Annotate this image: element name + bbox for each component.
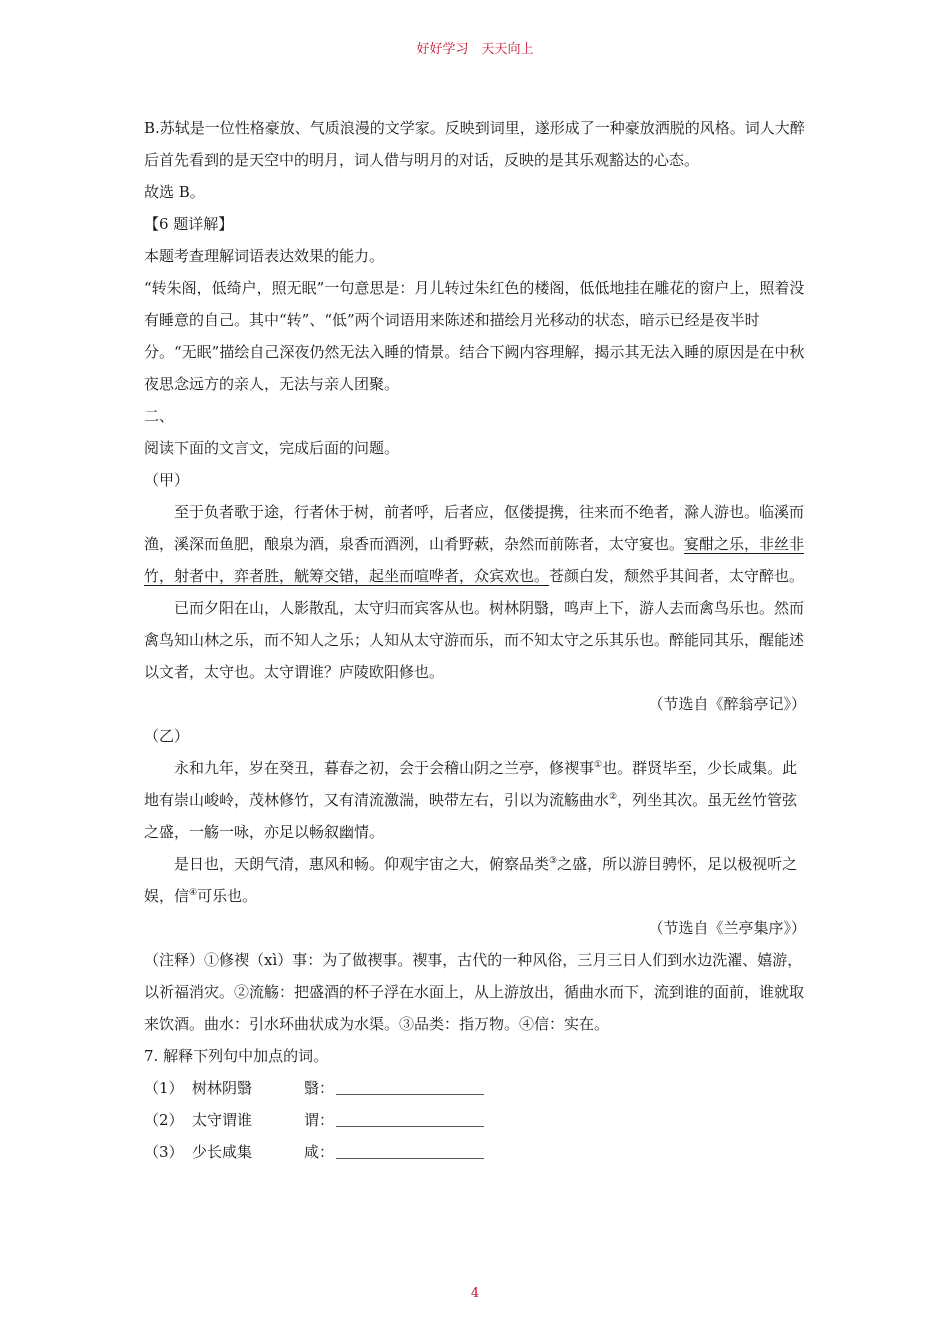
yi-p2-part-a: 是日也，天朗气清，惠风和畅。仰观宇宙之大，俯察品类 (174, 855, 550, 873)
yi-p1-part-a: 永和九年，岁在癸丑，暮春之初，会于会稽山阴之兰亭，修禊事 (174, 759, 595, 777)
page-header-slogan: 好好学习 天天向上 (416, 42, 534, 57)
section2-heading: 二、 (144, 407, 175, 425)
passage-yi-paragraph-1 (144, 752, 810, 848)
answer-b-conclusion: 故选 B。 (144, 183, 205, 201)
page-number: 4 (470, 1286, 480, 1301)
jia-p1-post: 苍颜白发，颓然乎其间者，太守醉也。 (549, 567, 805, 585)
answer-blank-3[interactable] (336, 1140, 484, 1159)
note-marker-2: ② (609, 792, 618, 802)
yi-p1-part-c: ，列坐其次。虽无丝竹管弦之盛，一觞一咏，亦足以畅叙幽情。 (144, 791, 798, 841)
passage-yi-source: （节选自《兰亭集序》） (648, 919, 806, 937)
question7-stem: 7. 解释下列句中加点的词。 (144, 1047, 329, 1065)
yi-p2-part-c: 可乐也。 (197, 887, 258, 905)
answer-blank-1[interactable] (336, 1076, 484, 1095)
note-marker-1: ① (594, 760, 603, 770)
yi-p1-part-b: 也。群贤毕至，少长咸集。此地有崇山峻岭，茂林修竹，又有清流激湍，映带左右，引以为流觞曲水 (144, 759, 798, 809)
jia-p1-pre: 至于负者歌于途，行者休于树，前者呼，后者应，伛偻提携，往来而不绝者，滁人游也。临溪而渔，溪深而鱼肥，酿泉为酒，泉香而酒洌，山肴野蔌，杂然而前陈者，太守宴也。 (144, 503, 805, 553)
item-number: （1） (144, 1079, 184, 1097)
passage-jia-label: （甲） (144, 471, 190, 489)
jia-p1-underlined-sentence: 宴酣之乐，非丝非竹，射者中，弈者胜，觥筹交错，起坐而喧哗者，众宾欢也。 (144, 535, 805, 585)
document-body (144, 112, 810, 1168)
section2-instruction: 阅读下面的文言文，完成后面的问题。 (144, 439, 400, 457)
item-word: 翳： (304, 1079, 335, 1097)
q6-intro: 本题考查理解词语表达效果的能力。 (144, 247, 385, 265)
item-number: （2） (144, 1111, 184, 1129)
q6-heading: 【6 题详解】 (144, 215, 234, 233)
q6-body: “转朱阁，低绮户，照无眠”一句意思是：月儿转过朱红色的楼阁，低低地挂在雕花的窗户上，照着没有睡意的自己。其中“转”、“低”两个词语用来陈述和描绘月光移动的状态，暗示已经是夜半时分。“无眠”描绘自己深夜仍然无法入睡的情景。结合下阙内容理解，揭示其无法入睡的原因是在中秋夜思念远方的亲人，无法与亲人团聚。 (144, 279, 805, 393)
passage-jia-paragraph-2: 已而夕阳在山，人影散乱，太守归而宾客从也。树林阴翳，鸣声上下，游人去而禽鸟乐也。然而禽鸟知山林之乐，而不知人之乐；人知从太守游而乐，而不知太守之乐其乐也。醉能同其乐，醒能述以文者，太守也。太守谓谁？庐陵欧阳修也。 (144, 599, 805, 681)
item-word: 谓： (304, 1111, 335, 1129)
answer-b-explanation: B.苏轼是一位性格豪放、气质浪漫的文学家。反映到词里，遂形成了一种豪放洒脱的风格。词人大醉后首先看到的是天空中的明月，词人借与明月的对话，反映的是其乐观豁达的心态。 (144, 119, 805, 169)
question7-item-2 (144, 1104, 810, 1136)
item-number: （3） (144, 1143, 184, 1161)
note-marker-3: ③ (549, 856, 558, 866)
passage-jia-paragraph-1 (144, 496, 810, 592)
note-marker-4: ④ (189, 888, 198, 898)
answer-blank-2[interactable] (336, 1108, 484, 1127)
passage-yi-label: （乙） (144, 727, 190, 745)
passage-yi-paragraph-2 (144, 848, 810, 912)
annotation-notes: （注释）①修禊（xì）事：为了做禊事。禊事，古代的一种风俗，三月三日人们到水边洗濯、嬉游，以祈福消灾。②流觞：把盛酒的杯子浮在水面上，从上游放出，循曲水而下，流到谁的面前，谁就取来饮酒。曲水：引水环曲状成为水渠。③品类：指万物。④信：实在。 (144, 951, 805, 1033)
question7-item-3 (144, 1136, 810, 1168)
item-phrase: 树林阴翳 (192, 1079, 253, 1097)
item-word: 咸： (304, 1143, 335, 1161)
passage-jia-source: （节选自《醉翁亭记》） (648, 695, 806, 713)
yi-p2-part-b: 之盛，所以游目骋怀，足以极视听之娱，信 (144, 855, 798, 905)
item-phrase: 少长咸集 (192, 1143, 253, 1161)
question7-item-1 (144, 1072, 810, 1104)
item-phrase: 太守谓谁 (192, 1111, 253, 1129)
